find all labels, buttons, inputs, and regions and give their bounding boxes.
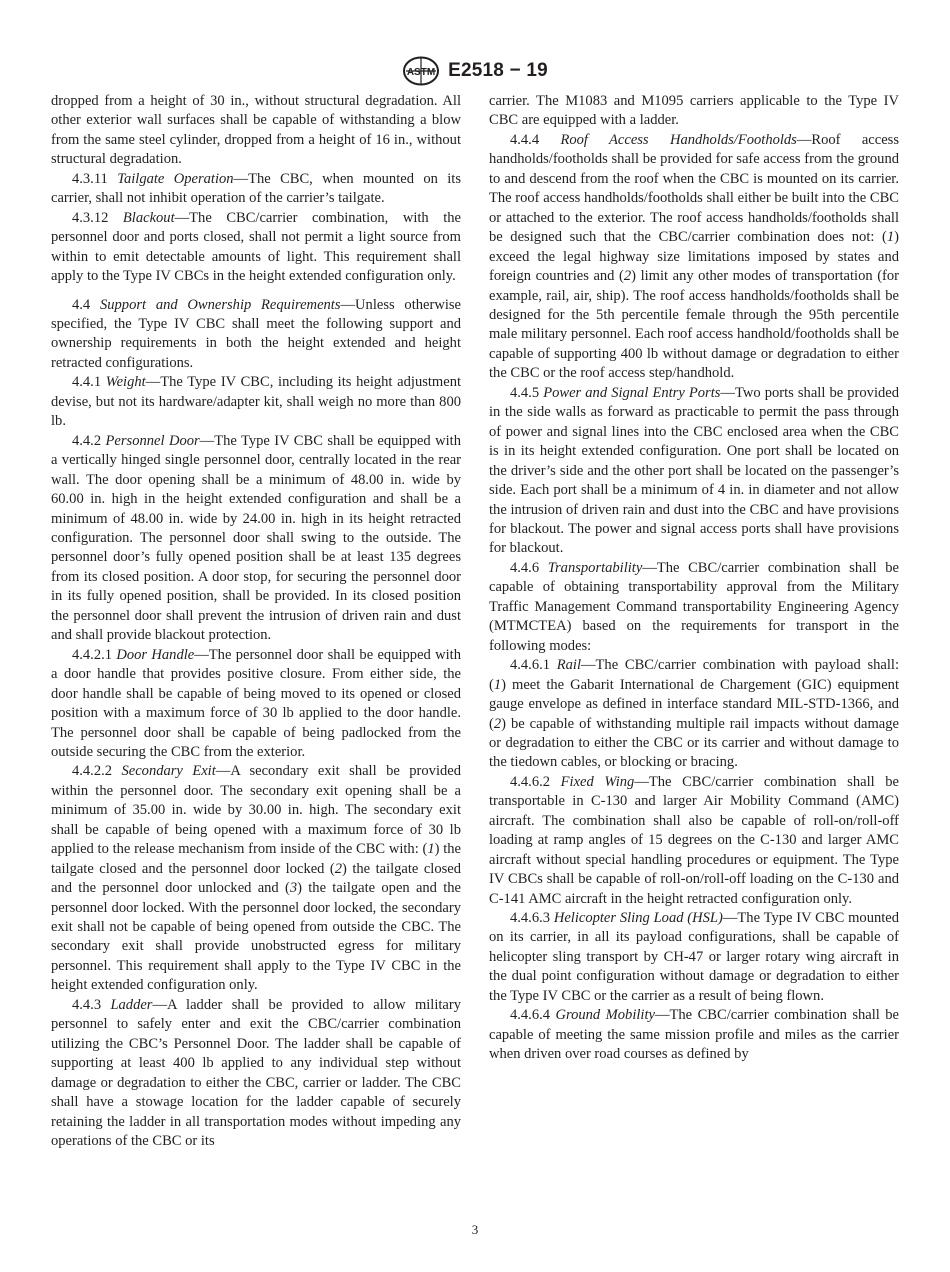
paragraph: 4.4.4 Roof Access Handholds/Footholds—Roof access handholds/footholds shall be provided for safe access from the ground to and descend from the roof when the CBC is mounted on its carrier. The roof access handholds/footholds shall either be built into the CBC or attached to the exterior. The roof access handholds/footholds shall be designed such that the CBC/carrier combination does not: (1) exceed the legal highway size limitations imposed by states and foreign countries and (2) limit any other modes of transportation (for example, rail, air, ship). The roof access handholds/footholds shall be designed for the 5th percentile female through the 95th percentile male military personnel. Each roof access handhold/footholds shall be capable of supporting 400 lb without damage or degradation to either the CBC or the roof access step/handhold. <box>489 131 899 382</box>
paragraph: 4.4.6.3 Helicopter Sling Load (HSL)—The Type IV CBC mounted on its carrier, in all its payload configurations, shall be capable of helicopter sling transport by CH-47 or larger rotary wing aircraft in the dual point configuration without damage or degradation to either the Type IV CBC or the carrier as a result of being flown. <box>489 910 900 1004</box>
left-column <box>51 92 461 1151</box>
paragraph: 4.3.12 Blackout—The CBC/carrier combination, with the personnel door and ports closed, shall not permit a light source from within to emit detectable amounts of light. This requirement shall apply to the Type IV CBCs in the height extended configuration only. <box>51 209 462 285</box>
paragraph: 4.4.2.2 Secondary Exit—A secondary exit shall be provided within the personnel door. The secondary exit opening shall be a minimum of 35.00 in. wide by 30.00 in. high. The secondary exit shall be capable of being opened with a maximum force of 30 lb applied to the release mechanism from inside of the CBC with: (1) the tailgate closed and the personnel door locked (2) the tailgate closed and the personnel door unlocked and (3) the tailgate open and the personnel door locked. With the personnel door locked, the secondary exit shall not be capable of being opened from outside the CBC. The secondary exit shall provide unobstructed egress for military personnel. This requirement shall apply to the Type IV CBC in the height extended configuration only. <box>51 763 462 994</box>
right-column <box>489 92 899 1065</box>
paragraph: dropped from a height of 30 in., without structural degradation. All other exterior wall surfaces shall be capable of withstanding a blow from the same steel cylinder, dropped from a height of 16 in., without structural degradation. <box>51 93 461 168</box>
astm-logo-icon <box>402 56 440 86</box>
paragraph: 4.4.6.4 Ground Mobility—The CBC/carrier combination shall be capable of meeting the same mission profile and miles as the carrier when driven over road courses as defined by <box>489 1007 899 1063</box>
paragraph: 4.4.2.1 Door Handle—The personnel door shall be equipped with a door handle that provides positive closure. From either side, the door handle shall be capable of being moved to its opened or closed position with a maximum force of 30 lb applied to the door handle. The personnel door shall be capable of being padlocked from the outside securing the CBC from the exterior. <box>51 646 461 760</box>
svg-text:ASTM: ASTM <box>406 67 436 78</box>
paragraph: 4.4.5 Power and Signal Entry Ports—Two ports shall be provided in the side walls as forward as practicable to permit the pass through of power and signal lines into the CBC enclosed area when the CBC is in its height extended configuration. One port shall be located on the driver’s side and the other port shall be located on the passenger’s side. Each port shall be a minimum of 4 in. in diameter and not allow the intrusion of driven rain and dust into the CBC and have provisions for blackout. The power and signal access ports shall have provisions for blackout. <box>489 384 899 557</box>
standard-designation: E2518 − 19 <box>448 60 548 81</box>
paragraph: 4.4.3 Ladder—A ladder shall be provided to allow military personnel to safely enter and exit the CBC/carrier combination utilizing the CBC’s Personnel Door. The ladder shall be capable of supporting at least 400 lb applied to any individual step without damage or degradation to either the CBC, carrier or ladder. The CBC shall have a stowage location for the ladder capable of securely retaining the ladder in all transportation modes without impeding any operations of the CBC or its <box>51 996 462 1150</box>
paragraph: 4.4.1 Weight—The Type IV CBC, including its height adjustment devise, but not its hardware/adapter kit, shall weigh no more than 800 lb. <box>51 374 462 430</box>
paragraph: 4.4.6.2 Fixed Wing—The CBC/carrier combination shall be transportable in C-130 and larger Air Mobility Command (AMC) aircraft. The combination shall also be capable of roll-on/roll-off loading at ramp angles of 15 degrees on the C-130 and larger AMC aircraft without special handling procedures or equipment. The Type IV CBCs shall be capable of roll-on/roll-off loading on the C-130 and C-141 AMC aircraft in the height retracted configuration only. <box>489 773 900 907</box>
paragraph: 4.3.11 Tailgate Operation—The CBC, when mounted on its carrier, shall not inhibit operation of the carrier’s tailgate. <box>51 170 461 207</box>
paragraph: 4.4 Support and Ownership Requirements—Unless otherwise specified, the Type IV CBC shall meet the following support and ownership requirements in both the height extended and height retracted configurations. <box>51 296 461 371</box>
paragraph: 4.4.6 Transportability—The CBC/carrier combination shall be capable of obtaining transportability approval from the Military Traffic Management Command transportability Engineering Agency (MTMCTEA) based on the requirements for transport in the following modes: <box>489 559 900 654</box>
page-header <box>0 56 950 86</box>
page-number: 3 <box>471 1222 479 1237</box>
paragraph: 4.4.6.1 Rail—The CBC/carrier combination with payload shall: (1) meet the Gabarit International de Chargement (GIC) equipment gauge envelope as defined in interface standard MIL-STD-1366, and (2) be capable of withstanding multiple rail impacts without damage or degradation to either the CBC or its carrier and without damage to the tiedown cables, or blocking or bracing. <box>489 657 900 771</box>
paragraph: 4.4.2 Personnel Door—The Type IV CBC shall be equipped with a vertically hinged single personnel door, centrally located in the rear wall. The door opening shall be a minimum of 48.00 in. wide by 60.00 in. high in the height extended configuration and shall be a minimum of 48.00 in. wide by 24.00 in. high in its height retracted configuration. The personnel door shall swing to the outside. The personnel door’s fully opened position shall be at least 135 degrees from its closed position. A door stop, for securing the personnel door in its fully opened position, shall be provided. In its closed position the personnel door shall prevent the intrusion of driven rain and dust and shall provide blackout protection. <box>51 432 461 644</box>
paragraph: carrier. The M1083 and M1095 carriers applicable to the Type IV CBC are equipped with a ladder. <box>489 93 899 129</box>
